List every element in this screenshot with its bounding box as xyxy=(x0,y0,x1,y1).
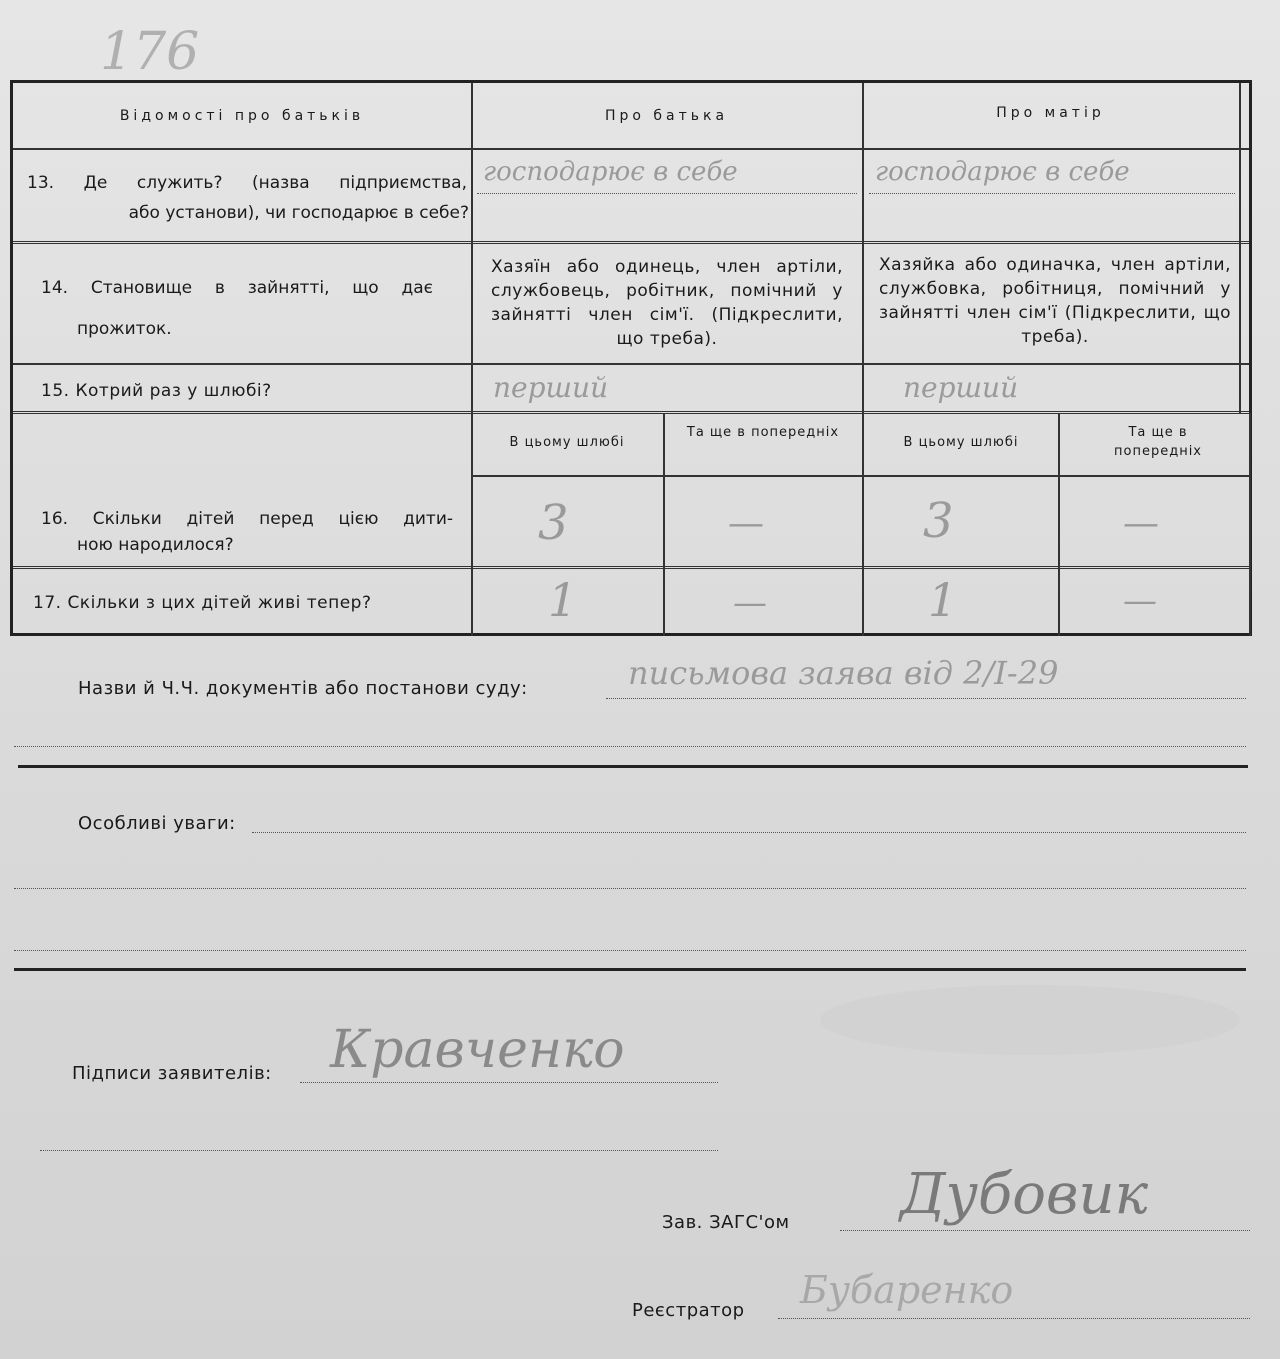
parents-info-table xyxy=(10,80,1252,636)
row17-label: 17. Скільки з цих дітей живі тепер? xyxy=(33,593,372,613)
documents-value: письмова заява від 2/I-29 xyxy=(628,654,1059,692)
row14-father-options: Хазяїн або одинець, член артіли, службовець, робітник, помічний у зайнятті член сім'ї. (Підкреслити, що треба). xyxy=(491,257,843,349)
row13-label-2: або установи), чи господарює в себе? xyxy=(128,203,469,223)
row13-label: 13. Де служить? (назва підприємства, xyxy=(27,173,467,193)
documents-label: Назви й Ч.Ч. документів або постанови суду: xyxy=(78,678,528,699)
row17-father-this: 1 xyxy=(548,573,578,627)
row17-mother-prev: — xyxy=(1123,581,1157,621)
row15-father-answer: перший xyxy=(493,371,609,404)
row17-father-prev: — xyxy=(733,583,767,623)
row15-label: 15. Котрий раз у шлюбі? xyxy=(41,381,272,401)
row16-label: 16. Скільки дітей перед цією дити- xyxy=(41,509,453,529)
registrar-label: Реєстратор xyxy=(632,1300,745,1321)
row16-label-2: ною народилося? xyxy=(77,535,234,555)
divider xyxy=(14,968,1246,971)
sub-this-marriage-mother: В цьому шлюбі xyxy=(903,435,1019,450)
registrar-signature: Бубаренко xyxy=(800,1268,1014,1312)
zags-head-signature: Дубовик xyxy=(900,1162,1149,1227)
sub-previous-father: Та ще в попередніх xyxy=(686,425,840,440)
row17-mother-this: 1 xyxy=(928,573,958,627)
row15-mother-answer: перший xyxy=(903,371,1019,404)
remarks-label: Особливі уваги: xyxy=(78,813,236,834)
row16-father-this: 3 xyxy=(538,495,569,551)
row14-label-2: прожиток. xyxy=(77,319,172,339)
row14-mother-options: Хазяйка або одиначка, член артіли, службовка, робітниця, помічний у зайнятті член сім'ї (Підкреслити, що треба). xyxy=(879,255,1231,347)
row16-mother-prev: — xyxy=(1123,503,1159,544)
zags-head-label: Зав. ЗАГС'ом xyxy=(662,1212,790,1233)
sub-this-marriage-father: В цьому шлюбі xyxy=(509,435,625,450)
archive-mark: 176 xyxy=(100,22,200,82)
row14-label: 14. Становище в зайнятті, що дає xyxy=(41,278,433,298)
header-about-mother: Про матір xyxy=(996,105,1105,121)
applicants-label: Підписи заявителів: xyxy=(72,1063,272,1084)
row16-mother-this: 3 xyxy=(923,493,954,549)
divider xyxy=(18,765,1248,768)
applicants-signature: Кравченко xyxy=(330,1020,625,1080)
row16-father-prev: — xyxy=(728,503,764,544)
header-parents-info: Відомості про батьків xyxy=(119,108,365,124)
sub-previous-mother: Та ще в попередніх xyxy=(1114,425,1202,459)
row13-mother-answer: господарює в себе xyxy=(875,157,1130,187)
header-about-father: Про батька xyxy=(604,108,729,124)
row13-father-answer: господарює в себе xyxy=(483,157,738,187)
